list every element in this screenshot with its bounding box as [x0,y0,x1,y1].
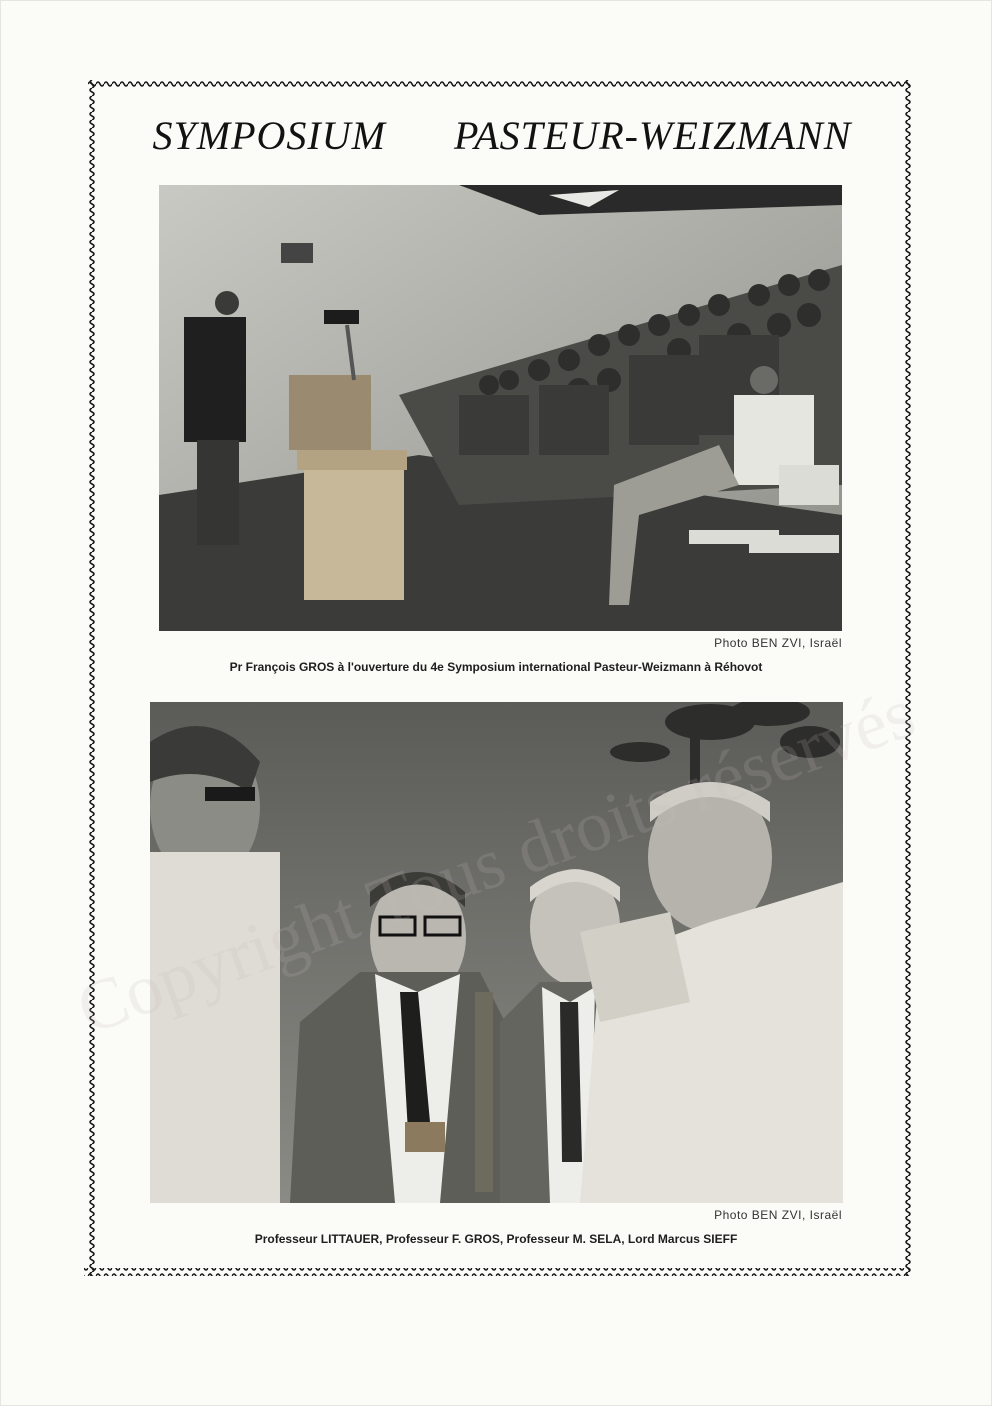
photo-caption: Professeur LITTAUER, Professeur F. GROS, Professeur M. SELA, Lord Marcus SIEFF [254,1232,738,1246]
title-pasteur-weizmann: PASTEUR-WEIZMANN [453,113,852,158]
photo-caption: Pr François GROS à l'ouverture du 4e Symposium international Pasteur-Weizmann à Réhovot [229,660,763,674]
title-symposium: SYMPOSIUM [152,113,386,158]
photo-symposium-opening [159,185,842,631]
photo-professors-conversation [150,702,843,1203]
photo-credit: Photo BEN ZVI, Israël [714,1208,842,1222]
page-title [96,112,908,159]
photo-credit: Photo BEN ZVI, Israël [714,636,842,650]
